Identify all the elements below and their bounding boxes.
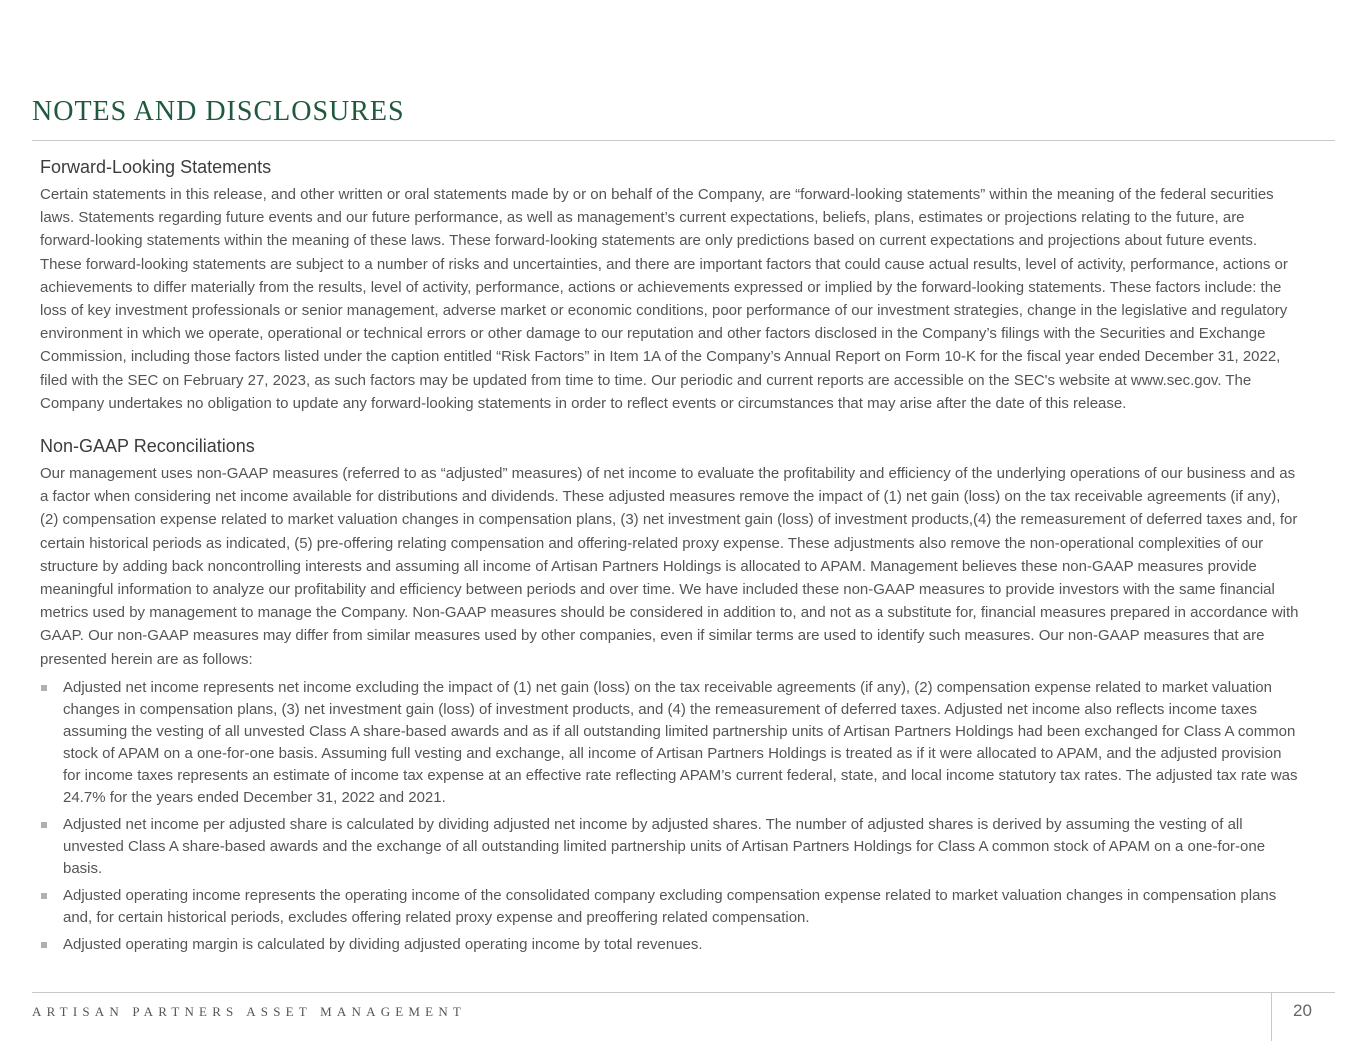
list-item-text: Adjusted net income represents net income excluding the impact of (1) net gain (loss) on the tax receivable agreements (if any), (2) compensation expense related to market valuation changes in compensation plans, (3) net investment gain (loss) of investment products, and (4) the remeasurement of deferred taxes. Adjusted net income also reflects income taxes assuming the vesting of all unvested Class A share-based awards and as if all outstanding limited partnership units of Artisan Partners Holdings had been exchanged for Class A common stock of APAM on a one-for-one basis. Assuming full vesting and exchange, all income of Artisan Partners Holdings is treated as if it were allocated to APAM, and the adjusted provision for income taxes represents an estimate of income tax expense at an effective rate reflecting APAM’s current federal, state, and local income statutory tax rates. The adjusted tax rate was 24.7% for the years ended December 31, 2022 and 2021. [63,678,1298,806]
non-gaap-measures-list [40,677,1302,956]
square-bullet-icon [41,893,47,899]
title-divider [32,140,1335,141]
footer-brand: ARTISAN PARTNERS ASSET MANAGEMENT [32,1004,467,1019]
page-title: NOTES AND DISCLOSURES [32,96,405,127]
page-number: 20 [1293,1001,1312,1020]
forward-looking-body: Certain statements in this release, and other written or oral statements made by or on behalf of the Company, are “forward-looking statements” within the meaning of the federal securities laws. Statements regarding future events and our future performance, as well as management’s current expectations, beliefs, plans, estimates or projections relating to the future, are forward-looking statements within the meaning of these laws. These forward-looking statements are only predictions based on current expectations and projections about future events. These forward-looking statements are subject to a number of risks and uncertainties, and there are important factors that could cause actual results, level of activity, performance, actions or achievements to differ materially from the results, level of activity, performance, actions or achievements expressed or implied by the forward-looking statements. These factors include: the loss of key investment professionals or senior management, adverse market or economic conditions, poor performance of our investment strategies, change in the legislative and regulatory environment in which we operate, operational or technical errors or other damage to our reputation and other factors disclosed in the Company’s filings with the Securities and Exchange Commission, including those factors listed under the caption entitled “Risk Factors” in Item 1A of the Company’s Annual Report on Form 10-K for the fiscal year ended December 31, 2022, filed with the SEC on February 27, 2023, as such factors may be updated from time to time. Our periodic and current reports are accessible on the SEC's website at www.sec.gov. The Company undertakes no obligation to update any forward-looking statements in order to reflect events or circumstances that may arise after the date of this release. [40,186,1288,412]
list-item-text: Adjusted net income per adjusted share is calculated by dividing adjusted net income by adjusted shares. The number of adjusted shares is derived by assuming the vesting of all unvested Class A share-based awards and the exchange of all outstanding limited partnership units of Artisan Partners Holdings for Class A common stock of APAM on a one-for-one basis. [63,815,1266,877]
list-item [40,885,1302,929]
list-item [40,934,1302,956]
non-gaap-section [40,434,1302,956]
main-content [40,155,1302,961]
list-item [40,814,1302,880]
non-gaap-heading: Non-GAAP Reconciliations [40,436,255,457]
forward-looking-heading: Forward-Looking Statements [40,157,272,177]
list-item-text: Adjusted operating income represents the operating income of the consolidated company excluding compensation expense related to market valuation changes in compensation plans and, for certain historical periods, excludes offering related proxy expense and preoffering related compensation. [63,886,1277,926]
non-gaap-body: Our management uses non-GAAP measures (referred to as “adjusted” measures) of net income to evaluate the profitability and efficiency of the underlying operations of our business and as a factor when considering net income available for distributions and dividends. These adjusted measures remove the impact of (1) net gain (loss) on the tax receivable agreements (if any), (2) compensation expense related to market valuation changes in compensation plans, (3) net investment gain (loss) of investment products,(4) the remeasurement of deferred taxes and, for certain historical periods as indicated, (5) pre-offering relating compensation and offering-related proxy expense. These adjustments also remove the non-operational complexities of our structure by adding back noncontrolling interests and assuming all income of Artisan Partners Holdings is allocated to APAM. Management believes these non-GAAP measures provide meaningful information to analyze our profitability and efficiency between periods and over time. We have included these non-GAAP measures to provide investors with the same financial metrics used by management to manage the Company. Non-GAAP measures should be considered in addition to, and not as a substitute for, financial measures prepared in accordance with GAAP. Our non-GAAP measures may differ from similar measures used by other companies, even if similar terms are used to identify such measures. Our non-GAAP measures that are presented herein are as follows: [40,465,1299,668]
page-number-divider [1271,993,1272,1041]
list-item-text: Adjusted operating margin is calculated by dividing adjusted operating income by total revenues. [63,935,703,953]
list-item [40,677,1302,809]
footer-divider [32,992,1335,993]
square-bullet-icon [41,822,47,828]
forward-looking-section [40,155,1302,415]
square-bullet-icon [41,685,47,691]
square-bullet-icon [41,942,47,948]
